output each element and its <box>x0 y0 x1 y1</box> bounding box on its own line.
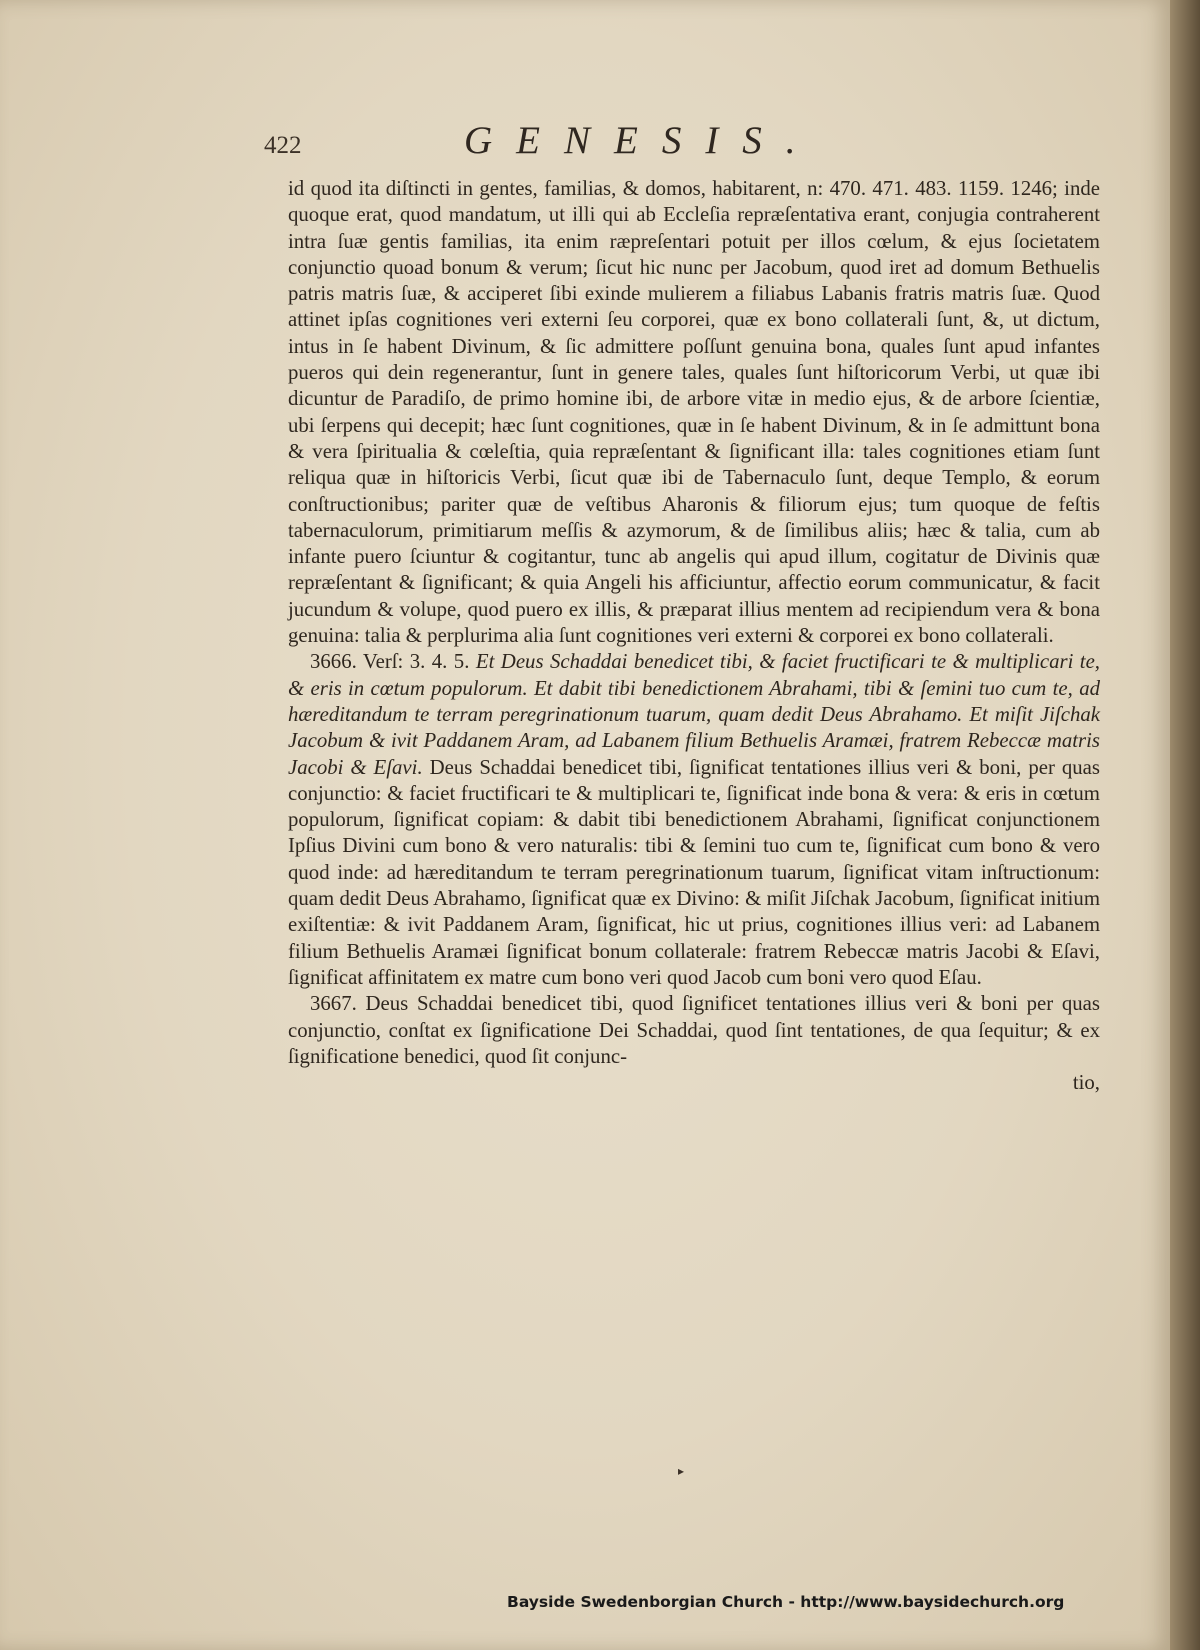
verse-reference: Verſ: 3. 4. 5. <box>362 650 470 674</box>
main-text <box>288 176 1100 1096</box>
paragraph-continuation: id quod ita diſtincti in gentes, familias, & domos, habitarent, n: 470. 471. 483. 1159. 1246; inde quoque erat, quod mandatum, ut illi qui ab Eccleſia repræſentativa erant, conjugia contraherent intra ſuæ gentis familias, ita enim ræpreſentari potuit per illos cœlum, & ejus ſocietatem conjunctio quoad bonum & verum; ſicut hic nunc per Jacobum, quod iret ad domum Bethuelis patris matris ſuæ, & acciperet ſibi exinde mulierem a filiabus Labanis fratris matris ſuæ. Quod attinet ipſas cognitiones veri externi ſeu corporei, quæ ex bono collaterali ſunt, &, ut dictum, intus in ſe habent Divinum, & ſic admittere poſſunt genuina bona, quales ſunt apud infantes pueros qui dein regenerantur, ſunt in genere tales, quales ſunt hiſtoricorum Verbi, ut quæ ibi dicuntur de Paradiſo, de primo homine ibi, de arbore vitæ in medio ejus, & de arbore ſcientiæ, ubi ſerpens qui decepit; hæc ſunt cognitiones, quæ in ſe habent Divinum, & in ſe admittunt bona & vera ſpiritualia & cœleſtia, quia repræſentant & ſignificant illa: tales cognitiones etiam ſunt reliqua quæ in hiſtoricis Verbi, ſicut quæ ibi de Tabernaculo ſunt, deque Templo, & eorum conſtructionibus; pariter quæ de veſtibus Aharonis & filiorum ejus; tum quoque de feſtis tabernaculorum, primitiarum meſſis & azymorum, & de ſimilibus aliis; hæc & talia, cum ab infante puero ſciuntur & cogitantur, tunc ab angelis qui apud illum, cogitatur de Divinis quæ repræſentant & ſignificant; & quia Angeli his afficiuntur, affectio eorum communicatur, & facit jucundum & volupe, quod puero ex illis, & præparat illius mentem ad recipiendum vera & bona genuina: talia & perplurima alia ſunt cognitiones veri externi & corporei ex bono collaterali. <box>288 177 1100 648</box>
stray-mark: ▸ <box>678 1464 685 1478</box>
commentary-text: Deus Schaddai benedicet tibi, ſignificat tentationes illius veri & boni, per quas conjunctio: & faciet fructificari te & multiplicari te, ſignificat inde bona & vera: & eris in cœtum populorum, ſignificat copiam: & dabit tibi benedictionem Abrahami, ſignificat conjunctionem Ipſius Divini cum bono & vero naturalis: tibi & ſemini tuo cum te, ſignificat cum bono & vero quod inde: ad hæreditandum te terram peregrinationum tuarum, ſignificat vitam inſtructionum: quam dedit Deus Abrahamo, ſignificat quæ ex Divino: & miſit Jiſchak Jacobum, ſignificat initium exiſtentiæ: & ivit Paddanem Aram, ſignificat, hic ut prius, cognitiones illius veri: ad Labanem filium Bethuelis Aramæi ſignificat bonum collaterale: fratrem Rebeccæ matris Jacobi & Eſavi, ſignificat affinitatem ex matre cum bono veri quod Jacob cum boni vero quod Eſau. <box>288 755 1100 989</box>
footer-credit: Bayside Swedenborgian Church - http://www.baysidechurch.org <box>507 1593 1065 1611</box>
page-edge-shadow <box>1170 0 1200 1650</box>
running-title: GENESIS. <box>464 119 820 162</box>
paragraph-3667 <box>288 991 1100 1070</box>
page-header <box>264 112 904 162</box>
paragraph-number: 3666. <box>310 650 357 674</box>
page-number: 422 <box>264 132 302 159</box>
catchword: tio, <box>1072 1071 1100 1095</box>
scripture-quote: Et Deus Schaddai benedicet tibi, & faciet fructificari te & multiplicari te, & eris in cœtum populorum. Et dabit tibi benedictionem Abrahami, tibi & ſemini tuo cum te, ad hæreditandum te terram peregrinationum tuarum, quam dedit Deus Abrahamo. Et miſit Jiſchak Jacobum & ivit Paddanem Aram, ad Labanem filium Bethuelis Aramæi, fratrem Rebeccæ matris Jacobi & Eſavi. <box>288 650 1101 779</box>
paragraph-number: 3667. <box>310 992 357 1016</box>
commentary-text: Deus Schaddai benedicet tibi, quod ſignificet tentationes illius veri & boni per quas conjunctio, conſtat ex ſignificatione Dei Schaddai, quod ſint tentationes, de qua ſequitur; & ex ſignificatione benedici, quod ſit conjunc- <box>288 992 1100 1068</box>
paragraph-3666 <box>288 649 1100 991</box>
